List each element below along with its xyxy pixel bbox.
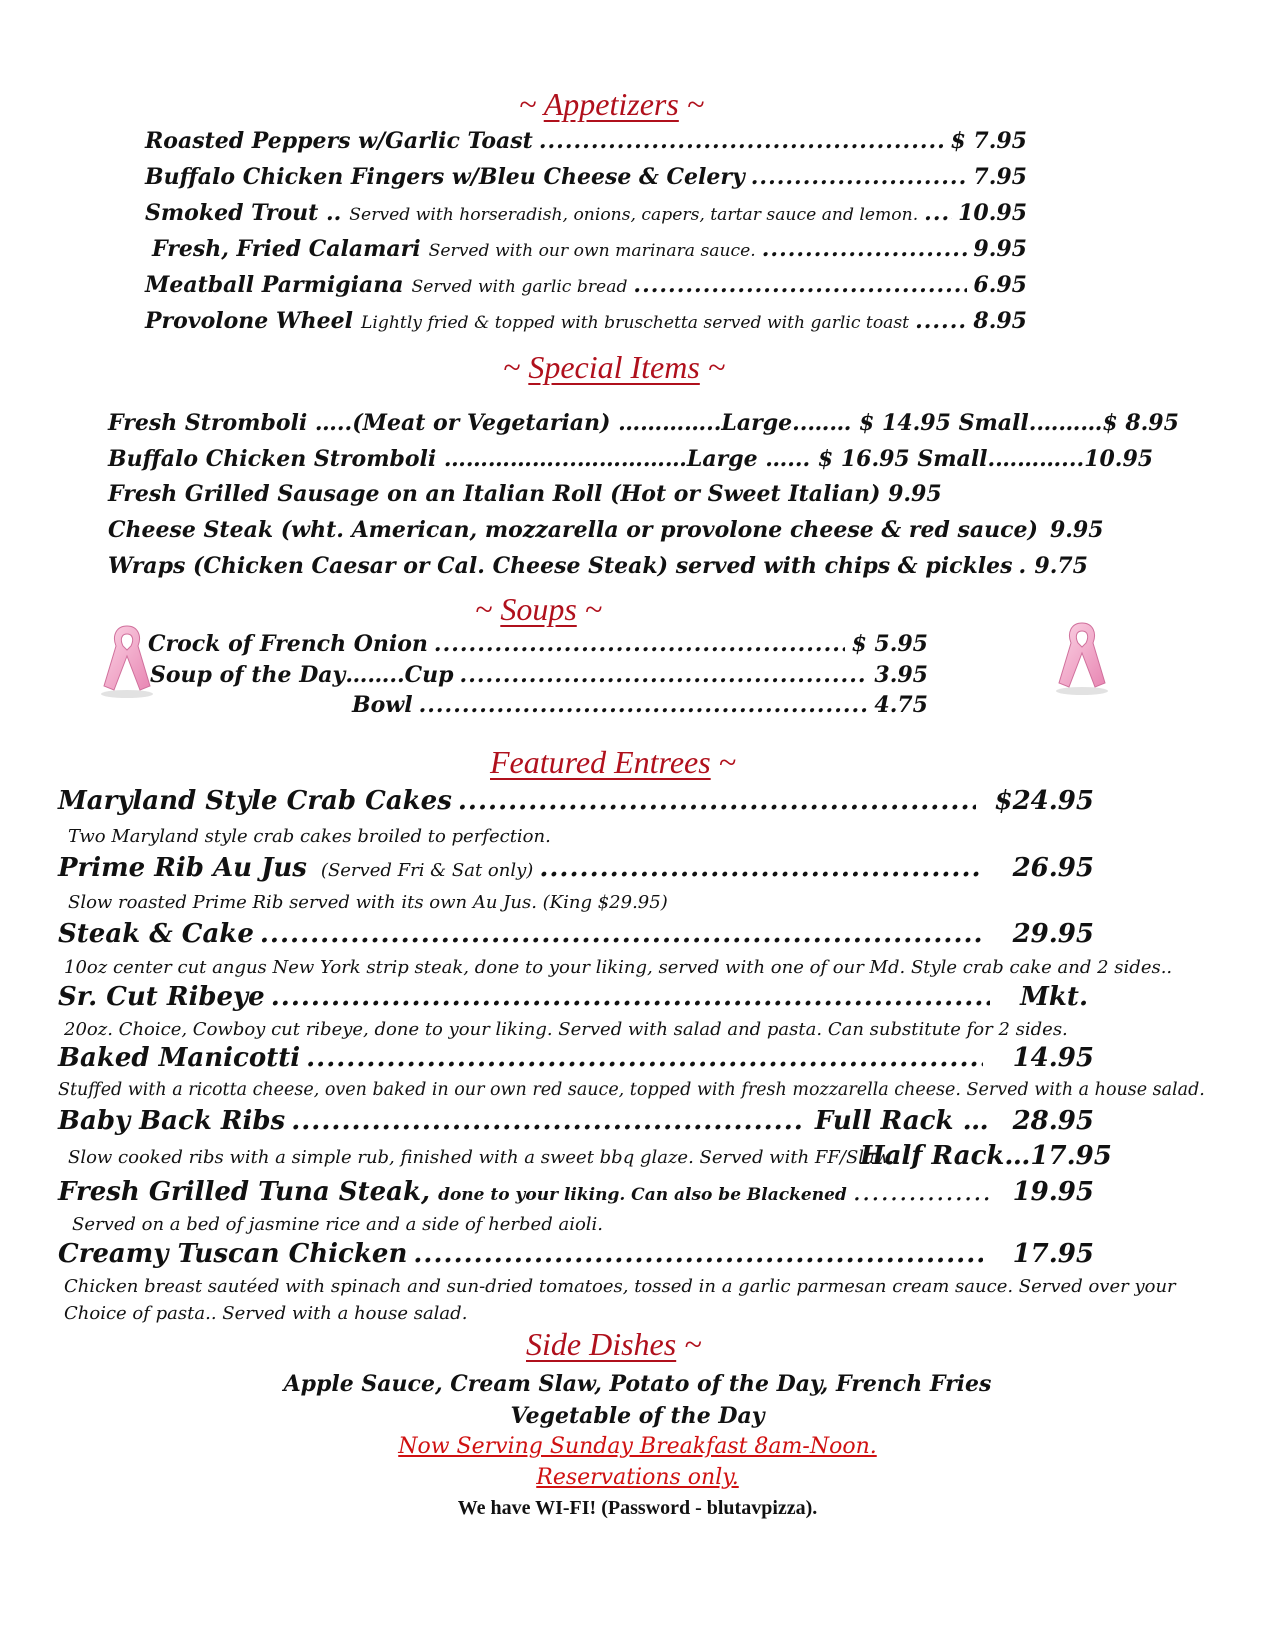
heading-tilde: ~	[576, 591, 603, 627]
entree-row	[58, 786, 1094, 816]
leader-dots	[419, 692, 869, 718]
leader-dots	[271, 982, 990, 1012]
item-price: 7.95	[973, 164, 1027, 190]
item-description: 20oz. Choice, Cowboy cut ribeye, done to your liking. Served with salad and pasta. Can substitute for 2 sides.	[64, 1019, 1068, 1040]
item-price: 14.95	[1012, 1043, 1094, 1073]
heading-side-dishes	[526, 1326, 702, 1363]
item-name: Fresh, Fried Calamari	[152, 236, 421, 262]
heading-tilde: ~	[475, 591, 501, 627]
item-name: Sr. Cut Ribeye	[58, 982, 265, 1012]
item-name: Maryland Style Crab Cakes	[58, 786, 452, 816]
item-description: Served with horseradish, onions, capers, tartar sauce and lemon.	[349, 205, 919, 225]
item-name: Buffalo Chicken Fingers w/Bleu Cheese & Celery	[145, 164, 745, 190]
heading-tilde: ~	[676, 1326, 702, 1362]
heading-title: Side Dishes	[526, 1326, 677, 1362]
item-name: Fresh Grilled Tuna Steak,	[58, 1177, 431, 1207]
item-name: Soup of the Day……..Cup	[150, 662, 454, 688]
soup-row	[150, 662, 928, 688]
item-name: Prime Rib Au Jus	[58, 853, 307, 883]
appetizer-row	[145, 308, 1027, 334]
item-description: Served on a bed of jasmine rice and a side of herbed aioli.	[72, 1214, 604, 1235]
appetizer-row	[145, 200, 1027, 226]
item-price: 9.75	[1034, 553, 1088, 579]
item-description: Served with our own marinara sauce.	[428, 241, 756, 261]
appetizer-row	[145, 128, 1027, 154]
item-description: Stuffed with a ricotta cheese, oven baked in our own red sauce, topped with fresh mozzarella cheese. Served with a house salad.	[58, 1080, 1205, 1100]
heading-tilde: ~	[678, 86, 705, 122]
leader-dots	[751, 164, 968, 190]
half-rack-row	[860, 1141, 1112, 1171]
item-description: Lightly fried & topped with bruschetta served with garlic toast	[361, 313, 910, 333]
heading-tilde: ~	[699, 349, 726, 385]
special-item-line: Buffalo Chicken Stromboli ……………...……………Large …... $ 16.95 Small.………...10.95	[108, 446, 1154, 472]
leader-dots	[924, 200, 952, 226]
heading-title: Special Items	[528, 349, 700, 385]
leader-dots	[434, 631, 846, 657]
special-item-line: Fresh Grilled Sausage on an Italian Roll (Hot or Sweet Italian) 9.95	[108, 481, 942, 507]
soup-row	[148, 631, 928, 657]
leader-dots	[762, 236, 968, 262]
leader-dots	[413, 1239, 982, 1269]
leader-dots	[458, 786, 977, 816]
item-name: Wraps (Chicken Caesar or Cal. Cheese Steak) served with chips & pickles	[108, 553, 1013, 579]
entree-row	[58, 1177, 1094, 1207]
item-name: Steak & Cake	[58, 919, 254, 949]
heading-title: Featured Entrees	[490, 744, 711, 780]
item-description: Choice of pasta.. Served with a house salad.	[64, 1303, 468, 1324]
item-price: 17.95	[1012, 1239, 1094, 1269]
item-price: $ 5.95	[851, 631, 928, 657]
rack-size-label: Half Rack…	[860, 1141, 1031, 1171]
soup-row	[352, 692, 928, 718]
item-price: $24.95	[994, 786, 1094, 816]
leader-dots	[291, 1106, 801, 1136]
entree-row	[58, 1043, 1094, 1073]
item-price: 9.95	[1049, 517, 1104, 543]
item-price: $ 7.95	[950, 128, 1027, 154]
item-description: Two Maryland style crab cakes broiled to perfection.	[68, 826, 551, 847]
item-name: Crock of French Onion	[148, 631, 428, 657]
leader-dots	[853, 1177, 993, 1207]
item-name: Smoked Trout ..	[145, 200, 342, 226]
special-item-row	[108, 517, 1104, 543]
item-note: done to your liking. Can also be Blackened	[438, 1185, 847, 1205]
item-price: 19.95	[1012, 1177, 1094, 1207]
heading-soups	[475, 591, 602, 628]
item-description: Slow cooked ribs with a simple rub, finished with a sweet bbq glaze. Served with FF/Slaw.	[68, 1147, 894, 1168]
leader-dots	[306, 1043, 982, 1073]
leader-dots	[260, 919, 983, 949]
item-name: Provolone Wheel	[145, 308, 354, 334]
item-name: Bowl	[352, 692, 413, 718]
heading-featured-entrees	[490, 744, 736, 781]
item-name: Creamy Tuscan Chicken	[58, 1239, 408, 1269]
side-dishes-list: Vegetable of the Day	[510, 1403, 765, 1429]
appetizer-row	[145, 164, 1027, 190]
side-dishes-list: Apple Sauce, Cream Slaw, Potato of the Day, French Fries	[283, 1371, 992, 1397]
item-price: Mkt.	[1020, 982, 1088, 1012]
item-price: 3.95	[874, 662, 928, 688]
rack-size-label: Full Rack …	[814, 1106, 989, 1136]
item-price: 10.95	[958, 200, 1027, 226]
heading-title: Soups	[500, 591, 577, 627]
heading-tilde: ~	[503, 349, 529, 385]
item-name: Meatball Parmigiana	[145, 272, 404, 298]
item-name: Roasted Peppers w/Garlic Toast	[145, 128, 533, 154]
heading-tilde: ~	[710, 744, 736, 780]
item-description: 10oz center cut angus New York strip steak, done to your liking, served with one of our Md. Style crab cake and 2 sides..	[64, 957, 1173, 978]
pink-ribbon-icon	[1051, 617, 1113, 697]
leader-dots	[539, 128, 945, 154]
entree-row	[58, 1239, 1094, 1269]
item-description: Chicken breast sautéed with spinach and sun-dried tomatoes, tossed in a garlic parmesan cream sauce. Served over your	[64, 1276, 1176, 1297]
heading-tilde: ~	[519, 86, 544, 122]
item-price: 29.95	[1012, 919, 1094, 949]
item-description: Served with garlic bread	[411, 277, 628, 297]
leader-dots	[915, 308, 967, 334]
special-item-row	[108, 553, 1088, 579]
appetizer-row	[152, 236, 1027, 262]
heading-special-items	[503, 349, 725, 386]
entree-row	[58, 1106, 1094, 1136]
item-price: 17.95	[1030, 1141, 1112, 1171]
item-description: Slow roasted Prime Rib served with its own Au Jus. (King $29.95)	[68, 892, 668, 913]
wifi-note: We have WI-FI! (Password - blutavpizza).	[457, 1497, 818, 1519]
item-name: Cheese Steak (wht. American, mozzarella or provolone cheese & red sauce)	[108, 517, 1038, 543]
entree-row	[58, 853, 1094, 883]
item-price: 28.95	[1012, 1106, 1094, 1136]
leader-dots	[460, 662, 869, 688]
heading-title: Appetizers	[543, 86, 679, 122]
item-price: 9.95	[973, 236, 1027, 262]
leader-dots	[539, 853, 982, 883]
breakfast-note: Now Serving Sunday Breakfast 8am-Noon.	[398, 1434, 877, 1459]
appetizer-row	[145, 272, 1027, 298]
leader-dots	[633, 272, 967, 298]
special-item-line: Fresh Stromboli …..(Meat or Vegetarian) …………..Large..…… $ 14.95 Small.………$ 8.95	[108, 410, 1179, 436]
leader-dots	[1018, 553, 1028, 579]
item-name: Baked Manicotti	[58, 1043, 301, 1073]
reservations-note: Reservations only.	[536, 1465, 739, 1490]
item-price: 8.95	[973, 308, 1027, 334]
item-name: Baby Back Ribs	[58, 1106, 286, 1136]
entree-row	[58, 919, 1094, 949]
item-note: (Served Fri & Sat only)	[320, 860, 534, 881]
item-price: 4.75	[874, 692, 928, 718]
heading-appetizers	[519, 86, 704, 123]
item-price: 6.95	[973, 272, 1027, 298]
entree-row	[58, 982, 1088, 1012]
item-price: 26.95	[1012, 853, 1094, 883]
